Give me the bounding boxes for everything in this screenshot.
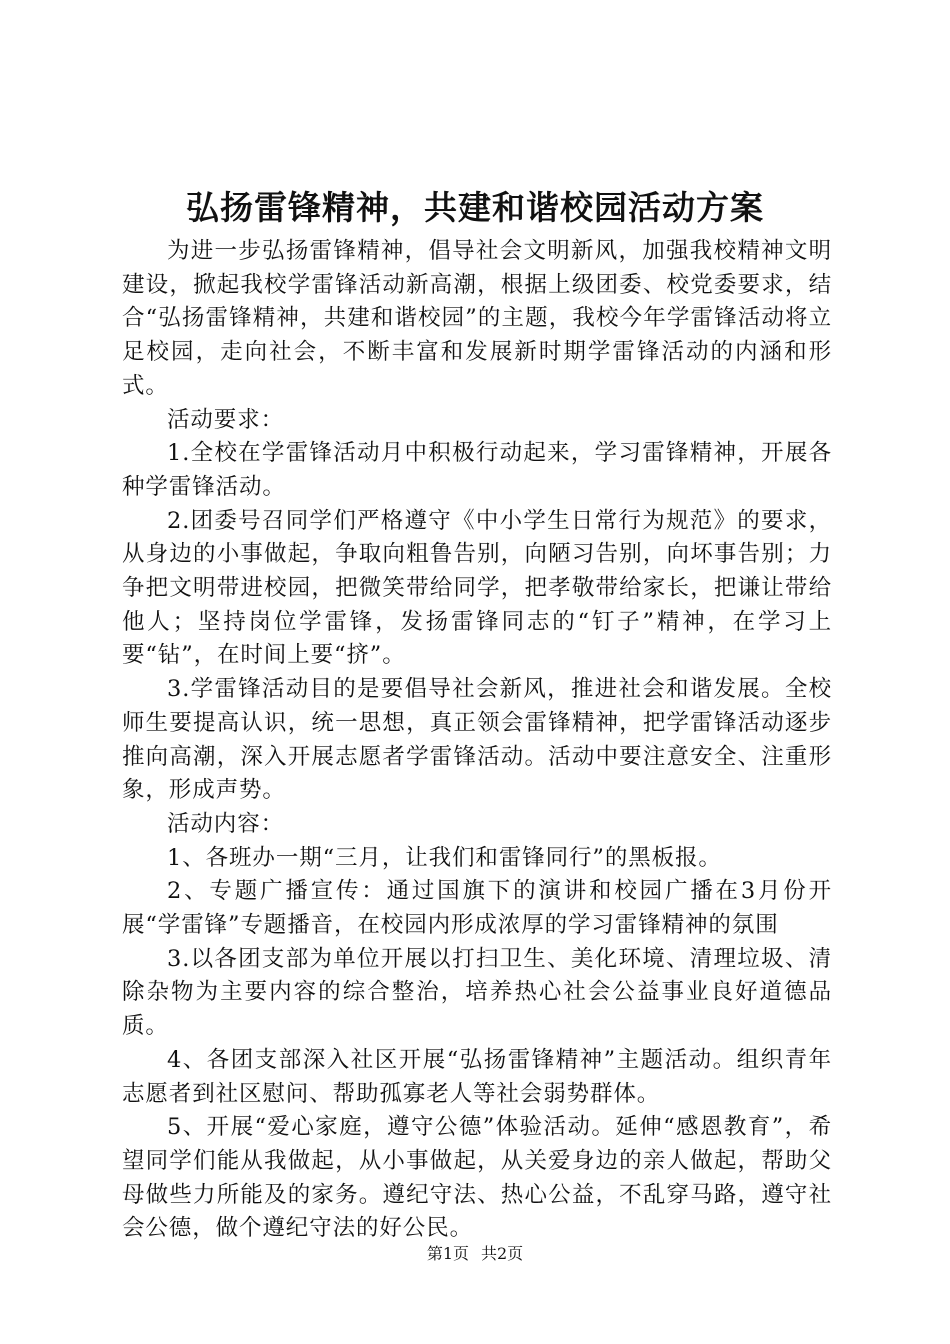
content-item-1: 1、各班办一期“三月，让我们和雷锋同行”的黑板报。: [167, 844, 722, 871]
content-item-2: 2、专题广播宣传：通过国旗下的演讲和校园广播在3月份开展“学雷锋”专题播音，在校园内形成浓厚的学习雷锋精神的氛围: [122, 878, 832, 939]
requirement-item-3: 3.学雷锋活动目的是要倡导社会新风，推进社会和谐发展。全校师生要提高认识，统一思想，真正领会雷锋精神，把学雷锋活动逐步推向高潮，深入开展志愿者学雷锋活动。活动中要注意安全、注重形象，形成声势。: [122, 676, 832, 804]
page-total: 共2页: [481, 1244, 524, 1263]
page-footer: [0, 1243, 950, 1265]
document-title: 弘扬雷锋精神，共建和谐校园活动方案: [186, 188, 764, 227]
content-item-5: 5、开展“爱心家庭，遵守公德”体验活动。延伸“感恩教育”，希望同学们能从我做起，从小事做起，从关爱身边的亲人做起，帮助父母做些力所能及的家务。遵纪守法、热心公益，不乱穿马路，遵守社会公德，做个遵纪守法的好公民。: [122, 1114, 832, 1242]
heading-contents: 活动内容：: [167, 810, 285, 837]
document-body: [122, 235, 832, 1246]
content-item-4: 4、各团支部深入社区开展“弘扬雷锋精神”主题活动。组织青年志愿者到社区慰问、帮助孤寡老人等社会弱势群体。: [122, 1046, 832, 1107]
paragraph-intro: 为进一步弘扬雷锋精神，倡导社会文明新风，加强我校精神文明建设，掀起我校学雷锋活动新高潮，根据上级团委、校党委要求，结合“弘扬雷锋精神，共建和谐校园”的主题，我校今年学雷锋活动将立足校园，走向社会，不断丰富和发展新时期学雷锋活动的内涵和形式。: [122, 238, 832, 399]
requirement-item-1: 1.全校在学雷锋活动月中积极行动起来，学习雷锋精神，开展各种学雷锋活动。: [122, 440, 832, 500]
page-number: 第1页: [426, 1244, 469, 1263]
content-item-3: 3.以各团支部为单位开展以打扫卫生、美化环境、清理垃圾、清除杂物为主要内容的综合整治，培养热心社会公益事业良好道德品质。: [122, 945, 832, 1040]
heading-requirements: 活动要求：: [167, 406, 285, 433]
requirement-item-2: 2.团委号召同学们严格遵守《中小学生日常行为规范》的要求，从身边的小事做起，争取向粗鲁告别，向陋习告别，向坏事告别；力争把文明带进校园，把微笑带给同学，把孝敬带给家长，把谦让带给他人；坚持岗位学雷锋，发扬雷锋同志的“钉子”精神，在学习上要“钻”，在时间上要“挤”。: [122, 507, 832, 669]
